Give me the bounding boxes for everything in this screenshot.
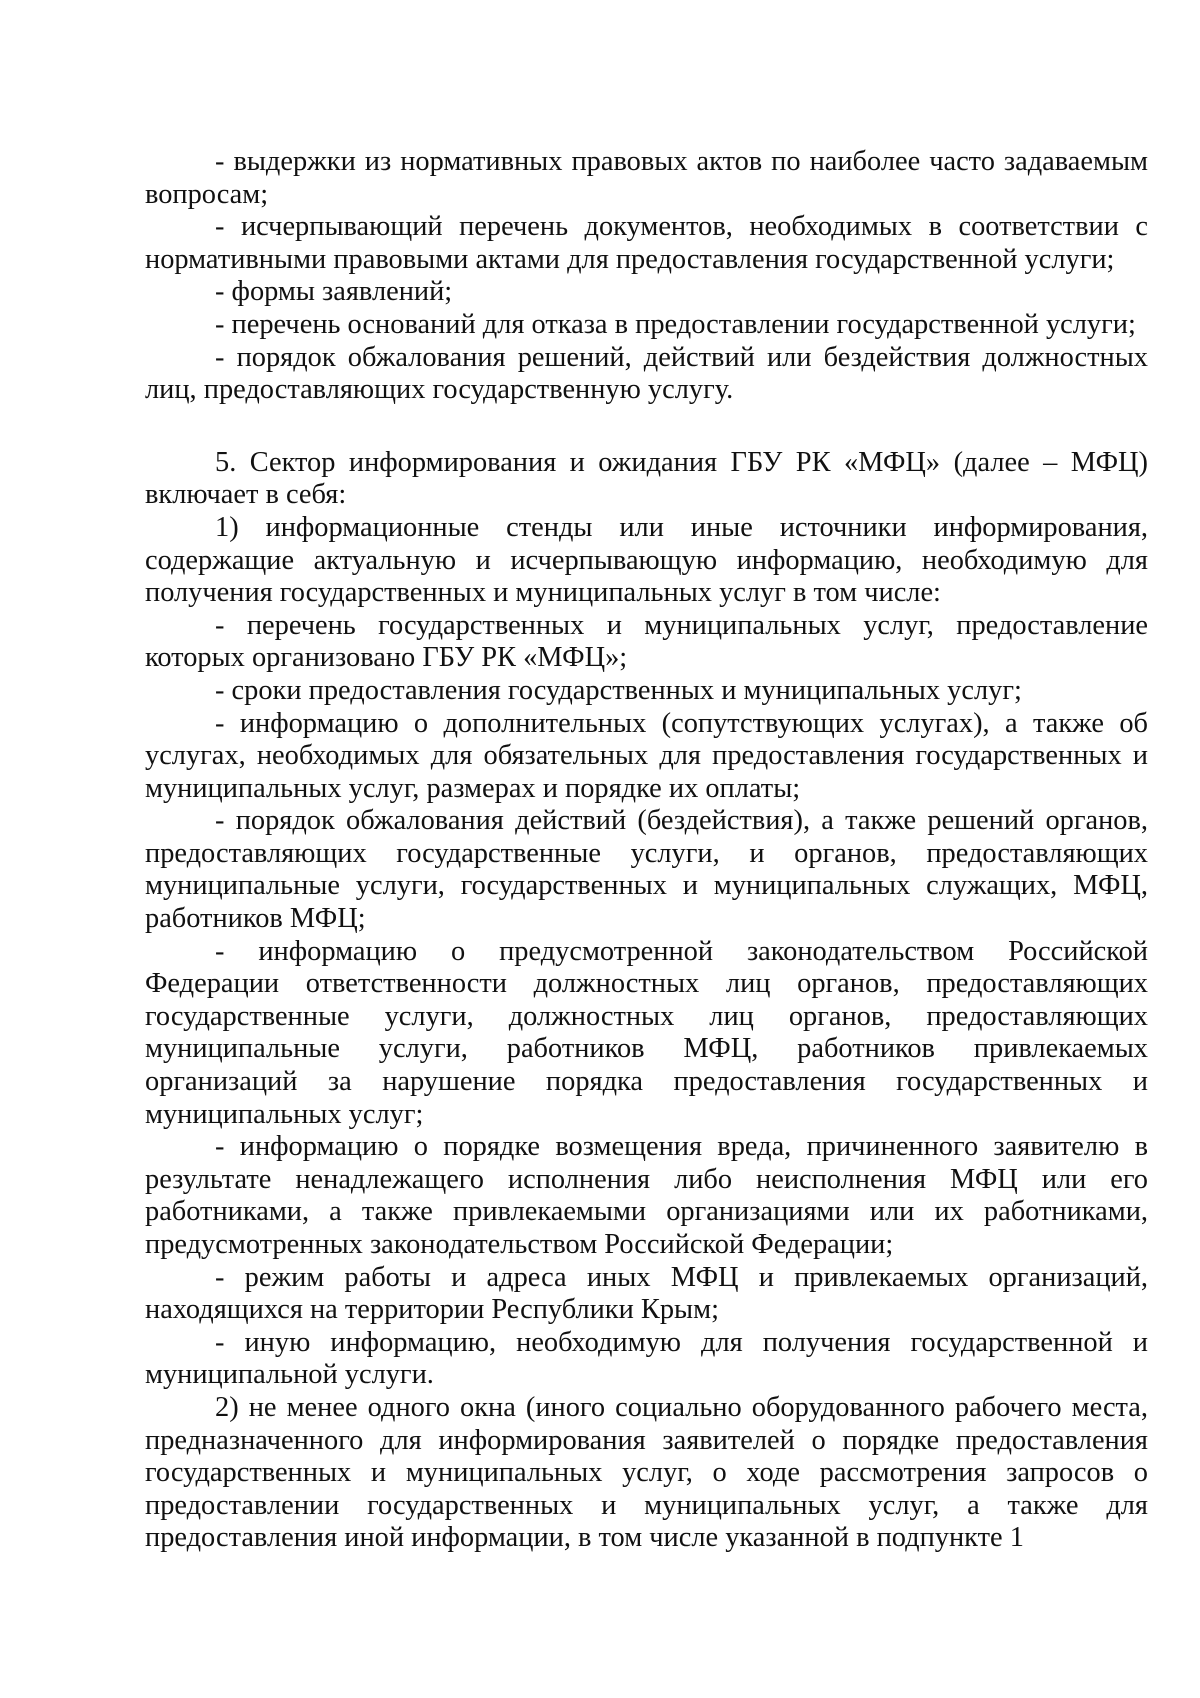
paragraph-additional-services: - информацию о дополнительных (сопутствующих услугах), а также об услугах, необходимых для обязательных для предоставления государственных и муниципальных услуг, размерах и порядке их оплаты; bbox=[145, 707, 1148, 804]
paragraph-work-schedule: - режим работы и адреса иных МФЦ и привлекаемых организаций, находящихся на территории Республики Крым; bbox=[145, 1261, 1148, 1326]
paragraph-service-terms: - сроки предоставления государственных и муниципальных услуг; bbox=[215, 674, 1022, 706]
paragraph-responsibility: - информацию о предусмотренной законодательством Российской Федерации ответственности должностных лиц органов, предоставляющих государственные услуги, должностных лиц органов, предоставляющих муниципальные услуги, работников МФЦ, работников привлекаемых организаций за нарушение порядка предоставления государственных и муниципальных услуг; bbox=[145, 935, 1148, 1130]
paragraph-other-information: - иную информацию, необходимую для получения государственной и муниципальной услуги. bbox=[145, 1326, 1148, 1391]
paragraph-damage-compensation: - информацию о порядке возмещения вреда, причиненного заявителю в результате ненадлежащего исполнения либо неисполнения МФЦ или его работниками, а также привлекаемыми организациями или их работниками, предусмотренных законодательством Российской Федерации; bbox=[145, 1131, 1148, 1260]
paragraph-excerpts: - выдержки из нормативных правовых актов по наиболее часто задаваемым вопросам; bbox=[145, 146, 1148, 210]
paragraph-appeal-procedure: - порядок обжалования решений, действий или бездействия должностных лиц, предоставляющих государственную услугу. bbox=[145, 341, 1148, 406]
paragraph-section-5: 5. Сектор информирования и ожидания ГБУ РК «МФЦ» (далее – МФЦ) включает в себя: bbox=[145, 446, 1148, 511]
document-body bbox=[145, 146, 1148, 1555]
paragraph-application-forms: - формы заявлений; bbox=[215, 276, 453, 308]
section-spacer bbox=[145, 407, 1148, 447]
paragraph-services-list: - перечень государственных и муниципальных услуг, предоставление которых организовано ГБУ РК «МФЦ»; bbox=[145, 609, 1148, 674]
paragraph-refusal-grounds: - перечень оснований для отказа в предоставлении государственной услуги; bbox=[215, 308, 1136, 340]
paragraph-appeal-actions: - порядок обжалования действий (бездействия), а также решений органов, предоставляющих государственные услуги, и органов, предоставляющих муниципальные услуги, государственных и муниципальных служащих, МФЦ, работников МФЦ; bbox=[145, 805, 1148, 935]
paragraph-item-2: 2) не менее одного окна (иного социально оборудованного рабочего места, предназначенного для информирования заявителей о порядке предоставления государственных и муниципальных услуг, о ходе рассмотрения запросов о предоставлении государственных и муниципальных услуг, а также для предоставления иной информации, в том числе указанной в подпункте 1 bbox=[145, 1391, 1148, 1554]
paragraph-item-1: 1) информационные стенды или иные источники информирования, содержащие актуальную и исчерпывающую информацию, необходимую для получения государственных и муниципальных услуг в том числе: bbox=[145, 511, 1148, 609]
paragraph-documents-list: - исчерпывающий перечень документов, необходимых в соответствии с нормативными правовыми актами для предоставления государственной услуги; bbox=[145, 211, 1148, 275]
